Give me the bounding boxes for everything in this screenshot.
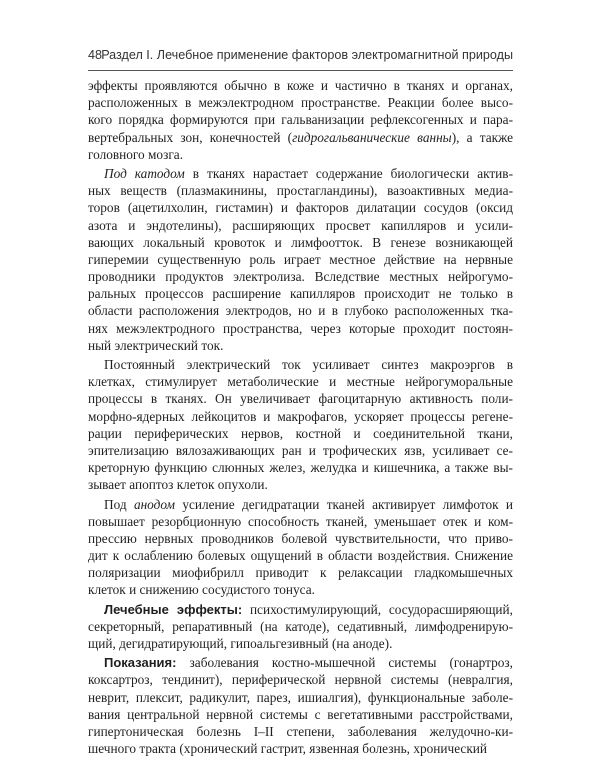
italic-term: анодом [133,496,176,512]
text-line: ных веществ (плазмакинины, простагландины), вазоактивных медиа- [88,183,513,199]
text-line: дит к ослаблению болевых ощущений в области воздействия. Снижение [88,548,513,564]
text-line: Постоянный электрический ток усиливает синтез макроэргов в [104,357,513,372]
text-line: Показания: заболевания костно-мышечной системы (гонартроз, [104,655,513,671]
text-line: повышает резорбционную способность тканей, уменьшает отек и ком- [88,513,513,529]
bold-term: Показания: [104,655,177,671]
text-line: вания центральной нервной системы с вегетативными расстройствами, [88,706,513,722]
text-line: коксартроз, тендинит), периферической нервной системы (невралгия, [88,672,513,688]
text-line: головного мозга. [88,146,184,162]
text-line: секреторный, репаративный (на катоде), седативный, лимфодренирую- [88,618,513,634]
body-text [88,77,513,757]
text-line: азота и эндотелины), расширяющих просвет капилляров и усили- [88,217,513,233]
paragraph [88,496,513,599]
text-line: процессы в тканях. Он увеличивает фагоцитарную активность поли- [88,391,513,407]
page-number: 48 [88,48,103,62]
text-line: проводники продуктов электролиза. Вследствие местных нейрогумо- [88,269,513,285]
text-line: вающих локальный кровоток и лимфоотток. В генезе возникающей [88,234,513,250]
paragraph [88,654,513,757]
text-line: области расположения электродов, но и в глубоко расположенных тка- [88,303,513,319]
text-line: клетках, стимулирует метаболические и местные нейрогуморальные [88,374,513,390]
italic-term: Под катодом [104,165,185,181]
text-line: ный электрический ток. [88,337,224,353]
text-line: эпителизацию вялозаживающих ран и трофических язв, усиливает се- [88,442,513,458]
text-line: поляризации миофибрилл приводит к релаксации гладкомышечных [88,565,513,581]
running-title: Раздел I. Лечебное применение факторов электромагнитной природы [101,48,513,62]
text-line: рации периферических нервов, костной и соединительной ткани, [88,425,513,441]
text-line: Под анодом усиление дегидратации тканей активирует лимфоток и [104,496,513,512]
text-line: гипертоническая болезнь I–II степени, заболевания желудочно-ки- [88,723,513,739]
text-line: эффекты проявляются обычно в коже и частично в тканях и органах, [88,78,513,93]
text-line: вертебральных зон, конечностей (гидрогальванические ванны), а также [88,129,514,145]
text-line: Под катодом в тканях нарастает содержание биологически актив- [104,165,514,181]
paragraph [88,165,513,354]
paragraph [88,77,513,163]
text-line: торов (ацетилхолин, гистамин) и факторов дилатации сосудов (оксид [88,200,513,216]
text-line: Лечебные эффекты: психостимулирующий, сосудорасширяющий, [104,601,513,617]
text-line: щий, дегидратирующий, гипоальгезивный (на аноде). [88,636,393,651]
text-line: зывает апоптоз клеток опухоли. [88,477,268,493]
text-line: шечного тракта (хронический гастрит, язвенная болезнь, хронический [88,741,488,757]
text-line: гиперемии существенную роль играет местное действие на нервные [88,251,513,267]
text-line: клеток и снижению сосудистого тонуса. [88,582,315,598]
text-line: расположенных в межэлектродном пространстве. Реакции более высо- [88,95,513,111]
italic-term: гидрогальванические ванны [292,129,452,145]
text-line: креторную функцию слюнных желез, желудка и кишечника, а также вы- [88,460,513,476]
text-line: прессию нервных проводников болевой чувствительности, что приво- [88,530,513,546]
paragraph [88,356,513,494]
header-divider [88,70,513,71]
text-line: неврит, плексит, радикулит, парез, ишиалгия), функциональные заболе- [88,689,513,705]
text-line: ральных процессов расширение капилляров происходит не только в [88,286,513,302]
paragraph [88,601,513,653]
text-line: нях межэлектродного пространства, через которые проходит постоян- [88,320,513,336]
text-line: морфно-ядерных лейкоцитов и макрофагов, ускоряет процессы регене- [88,408,513,424]
text-line: кого порядка формируются при гальванизации рефлексогенных и пара- [88,112,513,128]
bold-term: Лечебные эффекты: [104,601,243,617]
page-header [88,46,513,68]
